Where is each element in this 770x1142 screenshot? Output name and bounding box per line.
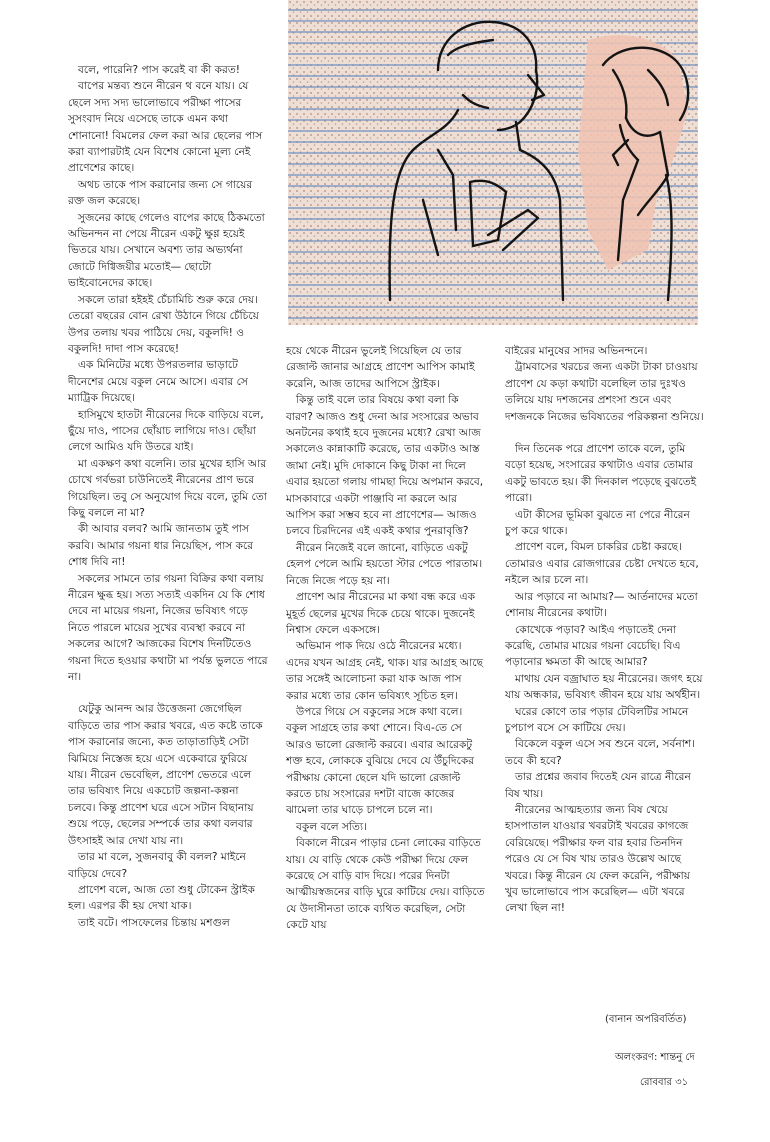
paragraph: তার মা বলে, সুজনবাবু কী বলল? মাইনে বাড়িয়ে দেবে? — [68, 851, 246, 880]
paragraph: প্রাণেশ বলে, বিমল চাকরির চেষ্টা করছে। তোমারও এবার রোজগারের চেষ্টা দেখতে হবে, নইলে আর চলে না। — [505, 541, 699, 587]
paragraph: এটা কীসের ভূমিকা বুঝতে না পেরে নীরেন চুপ করে থাকে। — [505, 508, 690, 538]
paragraph: সুজনের কাছে গেলেও বাপের কাছে ঠিকমতো অভিনন্দন না পেয়ে নীরেন একটু ক্ষুণ্ণ হয়েই ভিতরে যায়। সেখানে অবশ্য তার অভ্যর্থনা জোটে দিগ্বিজয়ীর মতোই— ছোটো ভাইবোনেদের কাছে। — [68, 211, 265, 290]
paragraph: সকলে তারা হইহই চেঁচামিচি শুরু করে দেয়। তেরো বছরের বোন রেখা উঠানে গিয়ে চেঁচিয়ে উপর তলায় খবর পাঠিয়ে দেয়, বকুলদি! ও বকুলদি! দাদা পাস করেছে! — [68, 293, 259, 355]
paragraph: নীরেন নিজেই বলে জানো, বাড়িতে একটু হেলপ পেলে আমি হয়তো স্টার পেতে পারতাম। নিজে নিজে পড়ে হয় না। — [286, 541, 483, 587]
paragraph: মা একক্ষণ কথা বলেনি। তার মুখের হাসি আর চোখে গর্বভরা চাউনিতেই নীরেনের প্রাণ ভরে গিয়েছিল। তবু সে অনুযোগ দিয়ে বলে, তুমি তো কিছু বললে না মা? — [68, 457, 267, 519]
spelling-note: (বানান অপরিবর্তিত) — [605, 1014, 687, 1025]
article-column-3 — [505, 343, 705, 1003]
paragraph: প্রাণেশ বলে, আজ তো শুধু টোকেন স্ট্রাইক হল। এরপর কী হয় দেখা যাক। — [68, 883, 255, 913]
illustration-credit: অলংকরণ: শান্তনু দে — [615, 1052, 695, 1063]
paragraph: প্রাণেশ আর নীরেনের মা কথা বন্ধ করে এক মুহূর্ত ছেলের মুখের দিকে চেয়ে থাকে। দুজনেই নিশ্বাস ফেলে একসঙ্গে। — [286, 591, 476, 636]
paragraph: কী আবার বলব? আমি জানতাম তুই পাস করবি। আমার গয়না ধার নিয়েছিস, পাস করে শোধ দিবি না! — [68, 523, 254, 569]
paragraph: বাইরের মানুষের সাদর অভিনন্দনে। — [505, 345, 648, 357]
paragraph: আর পড়াবে না আমায়?— আর্তনাদের মতো শোনায় নীরেনের কথাটা। — [505, 590, 698, 620]
page-footer: রোববার ৩১ — [640, 1077, 689, 1088]
paragraph: এক মিনিটের মধ্যে উপরতলার ভাড়াটে দীনেশের মেয়ে বকুল নেমে আসে। এবার সে ম্যাট্রিক দিয়েছে। — [68, 359, 248, 405]
paragraph: ট্রামবাসের খরচের জন্য একটা টাকা চাওয়ায় প্রাণেশ যে কড়া কথাটা বলেছিল তার দুঃখও তলিয়ে যায় দশজনের প্রশংসা শুনে এবং দশজনকে নিজের ভবিষ্যতের পরিকল্পনা শুনিয়ে। — [505, 361, 704, 423]
paragraph: দিন তিনেক পরে প্রাণেশ তাকে বলে, তুমি বড়ো হয়েছ, সংসারের কথাটাও এবার তোমার একটু ভাবতে হয়। কী দিনকাল পড়েছে বুঝতেই পারো। — [505, 443, 697, 505]
paragraph: বলে, পারেনি? পাস করেই বা কী করত! — [78, 64, 241, 76]
article-column-2 — [286, 343, 486, 1073]
paragraph: ঘরের কোণে তার পড়ার টেবিলটির সামনে চুপচাপ বসে সে কাটিয়ে দেয়। — [505, 705, 689, 734]
paragraph: সকলের সামনে তার গয়না বিক্রির কথা বলায় নীরেন ক্ষুব্ধ হয়। সত্য সত্যই একদিন যে কি শোধ দেবে না মায়ের গয়না, নিজের ভবিষ্যৎ গড়ে নিতে পারলে মায়ের সুখের ব্যবস্থা করবে না সকলের আগে? আজকের বিশেষ দিনটিতেও গয়না দিতে হওয়ার কথাটা মা পর্যন্ত ভুলতে পারে না। — [68, 572, 268, 684]
paragraph: নীরেনের আত্মহত্যার জন্য বিষ খেয়ে হাসপাতাল যাওয়ার খবরটাই খবরের কাগজে বেরিয়েছে। পরীক্ষার ফল বার হবার তিনদিন পরেও যে সে বিষ খায় তারও উল্লেখ আছে খবরে। কিন্তু নীরেন যে ফেল করেনি, পরীক্ষায় খুব ভালোভাবে পাস করেছিল— এটা খবরে লেখা ছিল না! — [505, 803, 690, 915]
paragraph: বাপের মন্তব্য শুনে নীরেন থ বনে যায়। যে ছেলে সদ্য সদ্য ভালোভাবে পরীক্ষা পাসের সুসংবাদ নিয়ে এসেছে তাকে এমন কথা শোনানো! বিমলের ফেল করা আর ছেলের পাস করা ব্যাপারটাই যেন বিশেষ কোনো মূল্য নেই প্রাণেশের কাছে। — [68, 80, 263, 175]
paragraph: অথচ তাকে পাস করানোর জন্য সে গায়ের রক্ত জল করেছে। — [68, 178, 253, 208]
article-column-1 — [68, 62, 268, 1072]
illustration — [288, 0, 698, 325]
paragraph: হাসিমুখে হাতটা নীরেনের দিকে বাড়িয়ে বলে, ছুঁয়ে দাও, পাসের ছোঁয়াচ লাগিয়ে দাও। ছোঁয়া লেগে আমিও যদি উতরে যাই। — [68, 408, 264, 454]
paragraph: যেটুকু আনন্দ আর উত্তেজনা জেগেছিল বাড়িতে তার পাস করার খবরে, এত কষ্টে তাকে পাস করানোর জন্যে, কত তাড়াতাড়িই সেটা ঝিমিয়ে নিস্তেজ হয়ে এসে একেবারে ফুরিয়ে যায়। নীরেন ভেবেছিল, প্রাণেশ ভেতরে এলে তার ভবিষ্যৎ নিয়ে একচোট জল্পনা-কল্পনা চলবে। কিন্তু প্রাণেশ ঘরে এসে সটান বিছানায় শুয়ে পড়ে, ছেলের সম্পর্কে তার কথা বলবার উৎসাহই আর দেখা যায় না। — [68, 703, 263, 847]
paragraph: উপরে গিয়ে সে বকুলের সঙ্গে কথা বলে। বকুল সাগ্রহে তার কথা শোনে। বিএ-তে সে আরও ভালো রেজাল্ট করবে। এবার আরেকটু শক্ত হবে, লোককে বুঝিয়ে দেবে যে উঁচুদিকের পরীক্ষায় কোনো ছেলে যদি ভালো রেজাল্ট করতে চায় সংসারের দশটা বাজে কাজের ঝামেলা তার ঘাড়ে চাপলে চলে না। — [286, 705, 475, 817]
paragraph: তাই বটে। পাসফেলের চিন্তায় মশগুল — [78, 916, 230, 929]
paragraph: বিকেলে বকুল এসে সব শুনে বলে, সর্বনাশ। তবে কী হবে? — [505, 738, 695, 767]
paragraph: অভিমান পাক দিয়ে ওঠে নীরেনের মধ্যে। এদের যখন আগ্রহ নেই, থাক। যার আগ্রহ আছে তার সঙ্গেই আলোচনা করা যাক আজ পাস করার মধ্যে তার কোন ভবিষ্যৎ সূচিত হল। — [286, 640, 484, 702]
paragraph: তার প্রশ্নের জবাব দিতেই যেন রাত্রে নীরেন বিষ খায়। — [505, 771, 691, 800]
paragraph: বিকালে নীরেন পাড়ার চেনা লোকের বাড়িতে যায়। যে বাড়ি থেকে কেউ পরীক্ষা দিয়ে ফেল করেছে সে বাড়ি বাদ দিয়ে। পরের দিনটা আত্মীয়স্বজনের বাড়ি ঘুরে কাটিয়ে দেয়। বাড়িতে যে উদাসীনতা তাকে ব্যথিত করেছিল, সেটা কেটে যায় — [286, 837, 485, 932]
paragraph: মাথায় যেন বজ্রাঘাত হয় নীরেনের। জগৎ হয়ে যায় অন্ধকার, ভবিষ্যৎ জীবন হয়ে যায় অর্থহীন। — [505, 672, 703, 702]
paragraph: কোখেকে পড়াব? আইএ পড়াতেই দেনা করেছি, তোমার মায়ের গয়না বেচেছি। বিএ পড়ানোর ক্ষমতা কী আছে আমার? — [505, 623, 681, 669]
paragraph: কিন্তু তাই বলে তার বিষয়ে কথা বলা কি বারণ? আজও শুধু দেনা আর সংসারের অভাব অনটনের কথাই হবে দুজনের মধ্যে? রেখা আজ সকালেও কান্নাকাটি করেছে, তার একটাও আস্ত জামা নেই। মুদি দোকানে কিছু টাকা না দিলে এবার হয়তো গলায় গামছা দিয়ে অপমান করবে, মাসকাবারে একটা পাঞ্জাবি না করলে আর আপিস করা সম্ভব হবে না প্রাণেশের— আজও চলবে চিরদিনের এই একই কথার পুনরাবৃত্তি? — [286, 394, 484, 538]
paragraph: বকুল বলে সত্যি। — [296, 820, 367, 833]
paragraph: হয়ে থেকে নীরেন ভুলেই গিয়েছিল যে তার রেজাল্ট জানার আগ্রহে প্রাণেশ আপিস কামাই করেনি, আজ তাদের আপিসে স্ট্রাইক। — [286, 345, 475, 390]
